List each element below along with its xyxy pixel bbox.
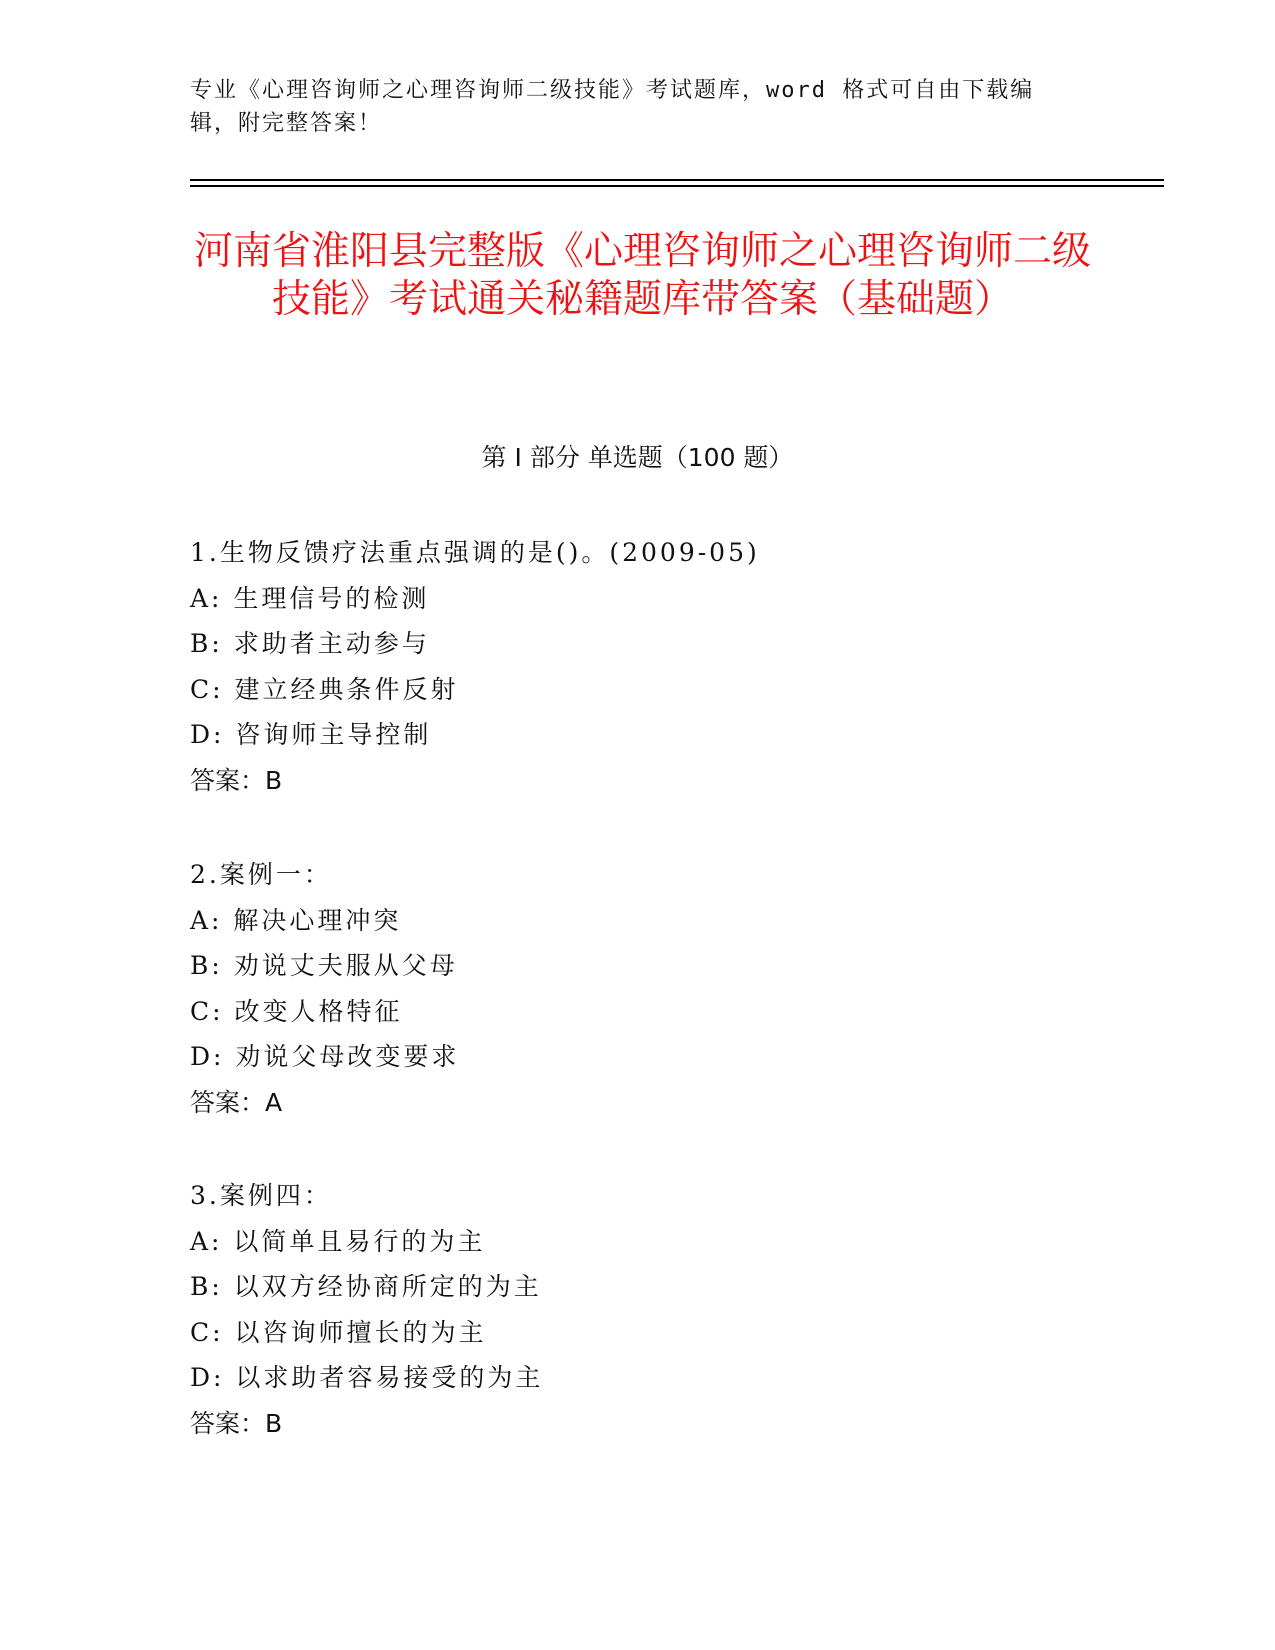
option-a: A: 以简单且易行的为主 xyxy=(190,1226,486,1256)
question-stem: 2.案例一： xyxy=(190,860,332,889)
question-stem: 3.案例四： xyxy=(190,1181,332,1210)
header-note: 专业《心理咨询师之心理咨询师二级技能》考试题库，word 格式可自由下载编辑，附完整答案！ xyxy=(190,78,1035,136)
option-b: B: 求助者主动参与 xyxy=(190,629,430,659)
option-a: A: 生理信号的检测 xyxy=(190,583,430,613)
option-d: D: 以求助者容易接受的为主 xyxy=(190,1363,544,1393)
answer-line: 答案：A xyxy=(190,1087,283,1117)
header-rule-bottom xyxy=(190,185,1164,187)
question-stem: 1.生物反馈疗法重点强调的是()。(2009-05) xyxy=(190,538,760,567)
section-heading: 第 I 部分 单选题（100 题） xyxy=(481,443,794,472)
header-rule-top xyxy=(190,179,1164,181)
option-c: C: 以咨询师擅长的为主 xyxy=(190,1317,487,1347)
option-c: C: 改变人格特征 xyxy=(190,996,403,1026)
question-2 xyxy=(190,852,1090,1126)
question-1 xyxy=(190,530,1090,804)
option-b: B: 劝说丈夫服从父母 xyxy=(190,951,458,981)
option-a: A: 解决心理冲突 xyxy=(190,905,402,935)
option-d: D: 劝说父母改变要求 xyxy=(190,1042,460,1072)
question-3 xyxy=(190,1173,1090,1447)
option-d: D: 咨询师主导控制 xyxy=(190,720,432,750)
option-b: B: 以双方经协商所定的为主 xyxy=(190,1272,542,1302)
answer-line: 答案：B xyxy=(190,1408,283,1438)
option-c: C: 建立经典条件反射 xyxy=(190,674,459,704)
answer-line: 答案：B xyxy=(190,765,283,795)
document-title: 河南省淮阳县完整版《心理咨询师之心理咨询师二级技能》考试通关秘籍题库带答案（基础题） xyxy=(193,229,1091,322)
